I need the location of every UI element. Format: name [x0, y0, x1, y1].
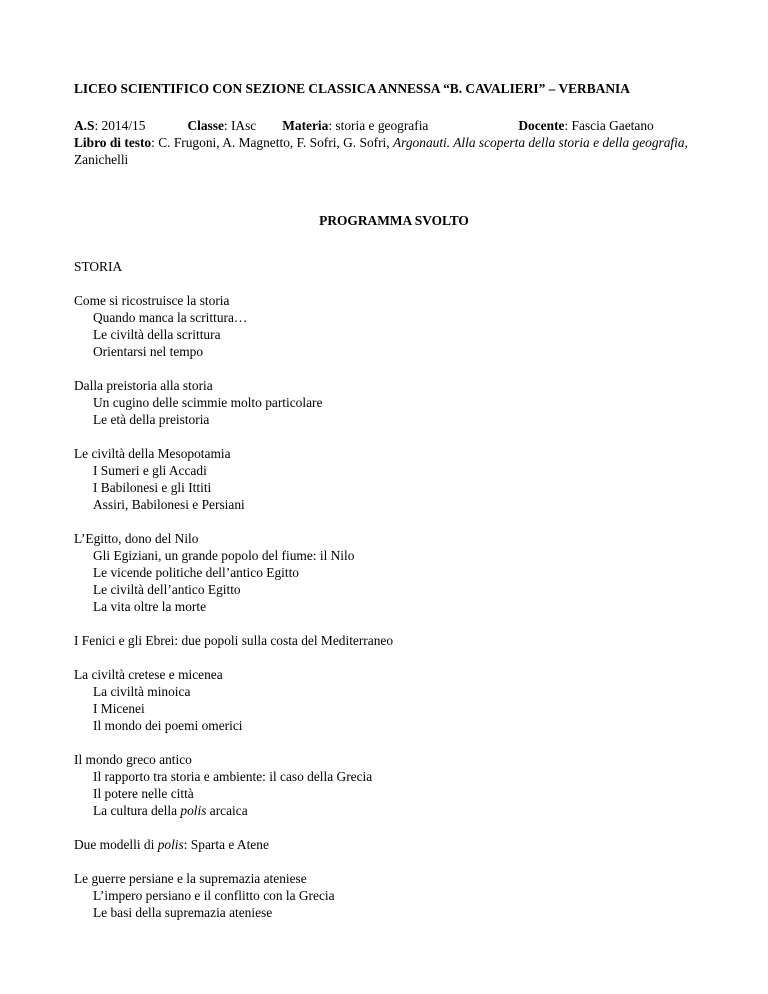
topic: [74, 870, 714, 921]
topic-title: Le civiltà della Mesopotamia: [74, 446, 231, 461]
topic-title: Dalla preistoria alla storia: [74, 378, 213, 393]
topic: [74, 292, 714, 360]
topic: [74, 751, 714, 819]
topic-title: I Fenici e gli Ebrei: due popoli sulla costa del Mediterraneo: [74, 633, 394, 648]
topic-item: Un cugino delle scimmie molto particolare: [93, 395, 323, 410]
as-value: : 2014/15: [94, 118, 146, 133]
topic-item: Assiri, Babilonesi e Persiani: [93, 497, 245, 512]
topic-title: L’Egitto, dono del Nilo: [74, 531, 199, 546]
topic-item: Quando manca la scrittura…: [93, 310, 248, 325]
topic-item: La vita oltre la morte: [93, 599, 207, 614]
topic-title: Le guerre persiane e la supremazia ateniese: [74, 871, 307, 886]
materia-label: Materia: [282, 118, 329, 133]
topic-item: Le basi della supremazia ateniese: [93, 905, 273, 920]
topic-item-text: arcaica: [206, 803, 248, 818]
textbook-authors: : C. Frugoni, A. Magnetto, F. Sofri, G. Sofri,: [151, 135, 393, 150]
docente-label: Docente: [518, 118, 565, 133]
topic-title: Come si ricostruisce la storia: [74, 293, 230, 308]
topic-item: I Babilonesi e gli Ittiti: [93, 480, 212, 495]
topic-title: Il mondo greco antico: [74, 752, 192, 767]
section-title: STORIA: [74, 259, 123, 274]
docente-value: : Fascia Gaetano: [564, 118, 654, 133]
topic-item: Gli Egiziani, un grande popolo del fiume: il Nilo: [93, 548, 355, 563]
classe-value: : IAsc: [223, 118, 257, 133]
topic-item: L’impero persiano e il conflitto con la Grecia: [93, 888, 335, 903]
as-label: A.S: [74, 118, 95, 133]
topic: [74, 377, 714, 428]
classe-label: Classe: [187, 118, 224, 133]
textbook-comma: ,: [684, 135, 688, 150]
textbook-line: [74, 134, 714, 151]
topic-item: La civiltà minoica: [93, 684, 191, 699]
topic-item: Le civiltà della scrittura: [93, 327, 221, 342]
program-title: PROGRAMMA SVOLTO: [319, 213, 469, 228]
document-page: [74, 80, 714, 921]
topic: [74, 445, 714, 513]
textbook-label: Libro di testo: [74, 135, 152, 150]
textbook-publisher: Zanichelli: [74, 152, 129, 167]
textbook-title: Argonauti. Alla scoperta della storia e della geografia: [392, 135, 685, 150]
topic-title: [74, 836, 714, 853]
topic-item: Il rapporto tra storia e ambiente: il caso della Grecia: [93, 769, 373, 784]
topic-item: Le vicende politiche dell’antico Egitto: [93, 565, 299, 580]
materia-value: : storia e geografia: [328, 118, 429, 133]
topic-item: Le civiltà dell’antico Egitto: [93, 582, 241, 597]
topic-item: Il potere nelle città: [93, 786, 194, 801]
topic: [74, 530, 714, 615]
topic-item: [74, 802, 714, 819]
topic-title-emphasis: polis: [157, 837, 184, 852]
course-info-line: [74, 117, 714, 134]
topic: [74, 836, 714, 853]
school-header: LICEO SCIENTIFICO CON SEZIONE CLASSICA ANNESSA “B. CAVALIERI” – VERBANIA: [74, 81, 630, 96]
topic-title-text: : Sparta e Atene: [183, 837, 269, 852]
topic-item: Le età della preistoria: [93, 412, 210, 427]
topic-title: La civiltà cretese e micenea: [74, 667, 223, 682]
topic-item: I Sumeri e gli Accadi: [93, 463, 207, 478]
topic-item: I Micenei: [93, 701, 145, 716]
topic-title-text: Due modelli di: [74, 837, 158, 852]
topic-item: Il mondo dei poemi omerici: [93, 718, 243, 733]
topic-item-text: La cultura della: [93, 803, 181, 818]
topic-item: Orientarsi nel tempo: [93, 344, 204, 359]
topic-list: [74, 292, 714, 921]
topic: [74, 666, 714, 734]
topic-item-emphasis: polis: [180, 803, 207, 818]
course-info: [74, 117, 714, 168]
topic: [74, 632, 714, 649]
